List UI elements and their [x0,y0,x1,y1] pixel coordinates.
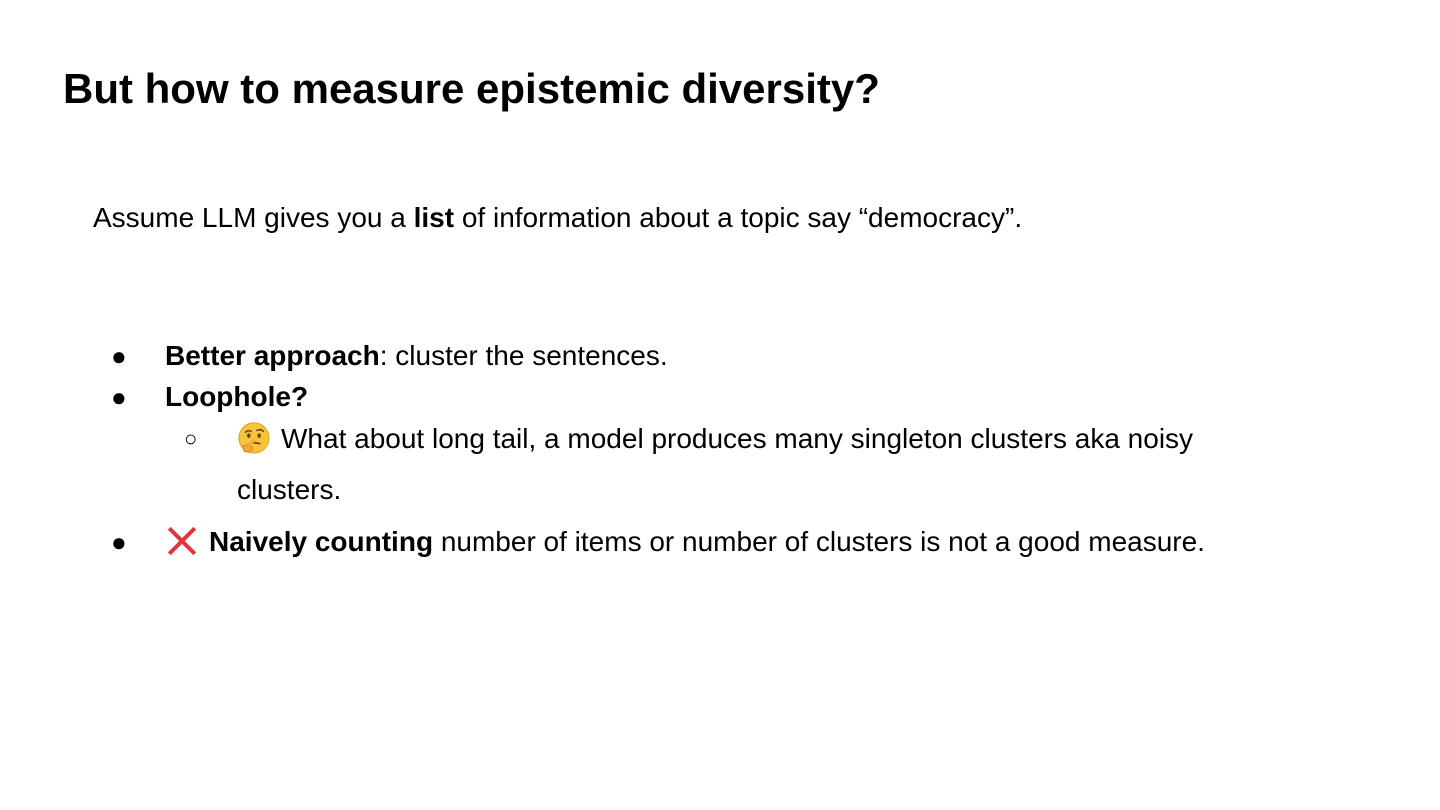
list-item-bold: Better approach [165,340,380,371]
list-item-text: clusters. [237,474,342,505]
list-item-text: What about long tail, a model produces many singleton clusters aka noisy [281,423,1194,454]
list-item-loophole [165,378,308,416]
intro-prefix: Assume LLM gives you a [93,202,414,233]
list-item-long-tail [237,420,1193,458]
bullet-marker: ● [111,341,127,371]
list-item-bold: Loophole? [165,381,309,412]
list-item-bold: Naively counting [209,526,434,557]
bullet-marker: ● [111,382,127,412]
intro-text [93,199,1022,237]
sub-bullet-marker: ○ [184,426,198,451]
bullet-marker: ● [111,527,127,557]
list-item-better-approach [165,337,668,375]
list-item-text: number of items or number of clusters is not a good measure. [433,526,1205,557]
list-item-naive-counting [165,523,1205,561]
intro-bold-word: list [413,202,455,233]
list-item-text: : cluster the sentences. [379,340,668,371]
list-item-long-tail-continuation [237,471,341,509]
cross-mark-icon [165,524,199,558]
slide-title: But how to measure epistemic diversity? [63,65,880,112]
intro-suffix: of information about a topic say “democracy”. [454,202,1023,233]
thinking-face-icon [237,421,271,455]
